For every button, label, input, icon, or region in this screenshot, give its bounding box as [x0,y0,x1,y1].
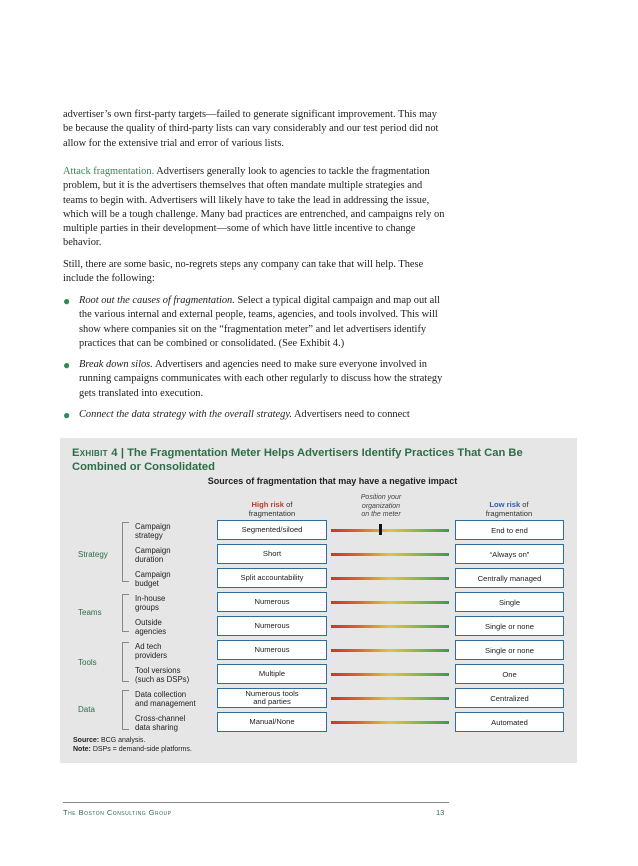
category-data: Data [78,705,95,714]
row-label [135,546,171,564]
fragmentation-meter [331,625,449,628]
bullet-1 [63,294,453,351]
exhibit-label: Exhibit 4 [72,447,118,459]
high-risk-header [228,500,316,518]
meter-needle-icon [379,524,382,535]
footer-publisher: The Boston Consulting Group [63,808,172,817]
low-risk-box: One [455,664,564,684]
page-number: 13 [436,808,445,817]
bullet-3-text: Advertisers need to connect [291,409,410,420]
low-risk-box: Centrally managed [455,568,564,588]
paragraph-2-text: Advertisers generally look to agencies to tackle the fragmentation problem, but it is the advertisers themselves that often mandate multiple strategies and teams to begin with. Advertisers will likely have to take the lead in addressing the issue, which will be a tough challenge. Many bad practices are entrenched, and campaigns rely on multiple parties in their development—some of which have little incentive to change behavior. [63,166,445,249]
fragmentation-meter [331,721,449,724]
high-risk-box: Numerous [217,640,327,660]
high-risk-label: High risk [251,500,285,509]
high-risk-of: of [284,500,293,509]
row-label-line1: In-house [135,594,166,603]
row-label-line2: (such as DSPs) [135,675,190,684]
row-label [135,618,166,636]
row-label-line2: agencies [135,627,167,636]
row-label-line2: and management [135,699,196,708]
low-risk-box: Single or none [455,640,564,660]
row-label [135,570,171,588]
row-label-line1: Campaign [135,546,171,555]
bullet-dot-icon: ● [63,294,71,308]
row-label [135,594,165,612]
row-label-line1: Cross-channel [135,714,186,723]
note-label: Note: [73,745,91,753]
fragmentation-meter [331,673,449,676]
exhibit-subtitle: Sources of fragmentation that may have a negative impact [207,476,458,486]
bullet-1-text: Select a typical digital campaign and map out all the various internal and external people, teams, agencies, and tools involved. This will show where companies sit on the “fragmentation meter” and let advertisers identify practices that can be combined or consolidated. (See Exhibit 4.) [79,295,441,349]
note-text: DSPs = demand-side platforms. [90,745,192,753]
position-line3: on the meter [361,511,401,518]
row-label [135,642,167,660]
row-label-line2: strategy [135,531,163,540]
fragmentation-meter [331,529,449,532]
low-risk-header [465,500,553,518]
position-note [343,494,419,520]
category-tools: Tools [78,658,97,667]
paragraph-2 [63,165,449,251]
footer-divider [63,802,449,803]
high-risk-box: Short [217,544,327,564]
row-label-line1: Ad tech [135,642,162,651]
paragraph-3 [63,258,449,287]
fragmentation-meter [331,577,449,580]
low-risk-label: Low risk [489,500,521,509]
row-label-line1: Outside [135,618,162,627]
high-risk-box: Numerous [217,592,327,612]
fragmentation-meter [331,649,449,652]
low-risk-of: of [520,500,529,509]
exhibit-title: Exhibit 4 | The Fragmentation Meter Helps Advertisers Identify Practices That Can Be Combined or Consolidated [72,447,523,473]
bullet-3-lead: Connect the data strategy with the overall strategy. [79,409,292,420]
row-label-line2: budget [135,579,159,588]
source-text: BCG analysis. [99,737,146,744]
high-risk-box: Split accountability [217,568,327,588]
paragraph-1-text: advertiser’s own first-party targets—failed to generate significant improvement. This may be because the quality of third-party lists can vary considerably and our test period did not allow for the extensive trial and error of various lists. [63,109,439,149]
bullet-1-lead: Root out the causes of fragmentation. [79,295,235,306]
bullet-2-text: Advertisers and agencies need to make sure everyone involved in running campaigns communicates with each other regularly to discuss how the strategy gets translated into execution. [79,359,443,399]
high-risk-box-line1: Numerous tools [245,688,299,698]
row-label-line1: Campaign [135,570,171,579]
row-label-line2: providers [135,651,168,660]
row-label [135,522,171,540]
paragraph-1 [63,108,449,151]
fragmentation-meter [331,697,449,700]
category-strategy: Strategy [78,550,108,559]
low-risk-box: “Always on” [455,544,564,564]
bracket-strategy [122,522,129,582]
paragraph-2-lead: Attack fragmentation. [63,166,155,177]
fragmentation-meter [331,601,449,604]
high-risk-box: Numerous [217,616,327,636]
row-label-line2: groups [135,603,159,612]
row-label-line1: Tool versions [135,666,181,675]
source-label: Source: [73,737,100,744]
high-risk-box: Multiple [217,664,327,684]
row-label [135,690,196,708]
low-risk-box: Single [455,592,564,612]
bracket-data [122,690,129,730]
high-risk-box: Segmented/siloed [217,520,327,540]
exhibit-title-text: The Fragmentation Meter Helps Advertisers Identify Practices That Can Be Combined or Consolidated [72,447,523,473]
bullet-2 [63,358,453,401]
exhibit-4 [60,438,577,763]
position-line1: Position your [360,494,402,501]
low-risk-box: End to end [455,520,564,540]
category-teams: Teams [78,608,102,617]
bullet-dot-icon: ● [63,408,71,422]
bullet-3 [63,408,453,422]
position-line2: organization [361,502,401,510]
bracket-tools [122,642,129,682]
high-risk-box: Manual/None [217,712,327,732]
row-label [135,666,189,684]
high-risk-line2: fragmentation [248,509,296,518]
high-risk-box [217,688,327,708]
row-label-line2: data sharing [135,723,178,732]
low-risk-box: Centralized [455,688,564,708]
fragmentation-meter [331,553,449,556]
low-risk-line2: fragmentation [485,509,533,518]
paragraph-3-text: Still, there are some basic, no-regrets steps any company can take that will help. These include the following: [63,259,424,285]
row-label [135,714,185,732]
low-risk-box: Automated [455,712,564,732]
row-label-line2: duration [135,555,164,564]
row-label-line1: Data collection [135,690,187,699]
high-risk-box-line2: and parties [253,697,291,706]
bracket-teams [122,594,129,632]
low-risk-box: Single or none [455,616,564,636]
exhibit-source [73,737,192,754]
bullet-dot-icon: ● [63,358,71,372]
bullet-2-lead: Break down silos. [79,359,153,370]
row-label-line1: Campaign [135,522,171,531]
